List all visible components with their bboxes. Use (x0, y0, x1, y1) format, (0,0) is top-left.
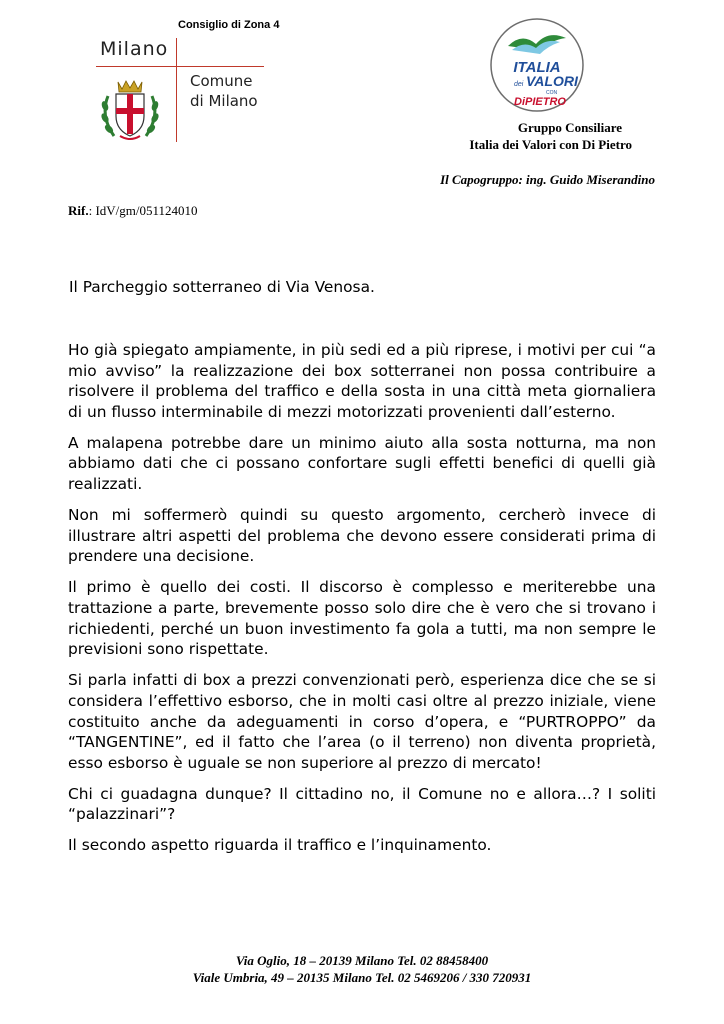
body-paragraph: Il secondo aspetto riguarda il traffico e l’inquinamento. (68, 836, 492, 855)
body-paragraph: Ho già spiegato ampiamente, in più sedi ed a più riprese, i motivi per cui “a mio avviso” la realizzazione dei box sotterranei non possa contribuire a risolvere il problema del traffico e della sosta in una città meta giornaliera di un flusso interminabile di mezzi motorizzati provenienti dall’esterno. (68, 341, 656, 421)
milano-logo-comune-line1: Comune (190, 72, 253, 90)
body-paragraph: Si parla infatti di box a prezzi convenzionati però, esperienza dice che se si considera l’effettivo esborso, che in molti casi oltre al prezzo iniziale, viene costituito anche da adeguamenti in corso d’opera, e “PURTROPPO” da “TANGENTINE”, ed il fatto che l’area (o il terreno) non diventa proprietà, esso esborso è uguale se non superiore al prezzo di mercato! (68, 671, 656, 772)
idv-logo-text-valori: VALORI (526, 73, 578, 89)
zone-label: Consiglio di Zona 4 (178, 19, 280, 31)
idv-logo-text-dipietro: DiPIETRO (514, 96, 566, 108)
reference-value: : IdV/gm/051124010 (88, 203, 198, 218)
idv-logo-text-dei: dei (514, 81, 524, 88)
body-paragraph: A malapena potrebbe dare un minimo aiuto alla sosta notturna, ma non abbiamo dati che ci possano confortare sugli effetti benefici di quelli già realizzati. (68, 433, 656, 494)
body-paragraph: Non mi soffermerò quindi su questo argomento, cercherò invece di illustrare altri aspetti del problema che devono essere considerati prima di prendere una decisione. (68, 506, 656, 566)
milano-crest-icon (98, 76, 162, 144)
capogruppo-signature-line: Il Capogruppo: ing. Guido Miserandino (440, 172, 655, 187)
milano-logo-horizontal-rule (96, 66, 264, 67)
italia-dei-valori-logo-icon (488, 16, 586, 114)
milano-logo-vertical-rule (176, 38, 177, 142)
idv-logo-text-italia: ITALIA (513, 59, 561, 76)
letter-body (68, 340, 656, 867)
group-name-line1: Gruppo Consiliare (517, 120, 622, 135)
body-paragraph: Chi ci guadagna dunque? Il cittadino no, il Comune no e allora…? I soliti “palazzinari”? (68, 784, 656, 824)
reference-line (68, 203, 198, 219)
reference-label: Rif. (68, 203, 89, 218)
idv-logo-text-con: CON (546, 90, 558, 96)
milano-logo-comune-line2: di Milano (190, 92, 258, 110)
milano-logo-city-word: Milano (100, 38, 169, 60)
footer-address-line1: Via Oglio, 18 – 20139 Milano Tel. 02 88458400 (235, 953, 489, 968)
group-name-line2: Italia dei Valori con Di Pietro (469, 137, 632, 152)
footer-address-line2: Viale Umbria, 49 – 20135 Milano Tel. 02 5469206 / 330 720931 (192, 970, 532, 985)
letter-subject: Il Parcheggio sotterraneo di Via Venosa. (69, 278, 375, 296)
body-paragraph: Il primo è quello dei costi. Il discorso è complesso e meriterebbe una trattazione a parte, brevemente posso solo dire che è vero che si trovano i richiedenti, perché un buon investimento fa gola a tutti, ma non sempre le previsioni sono rispettate. (68, 578, 656, 659)
